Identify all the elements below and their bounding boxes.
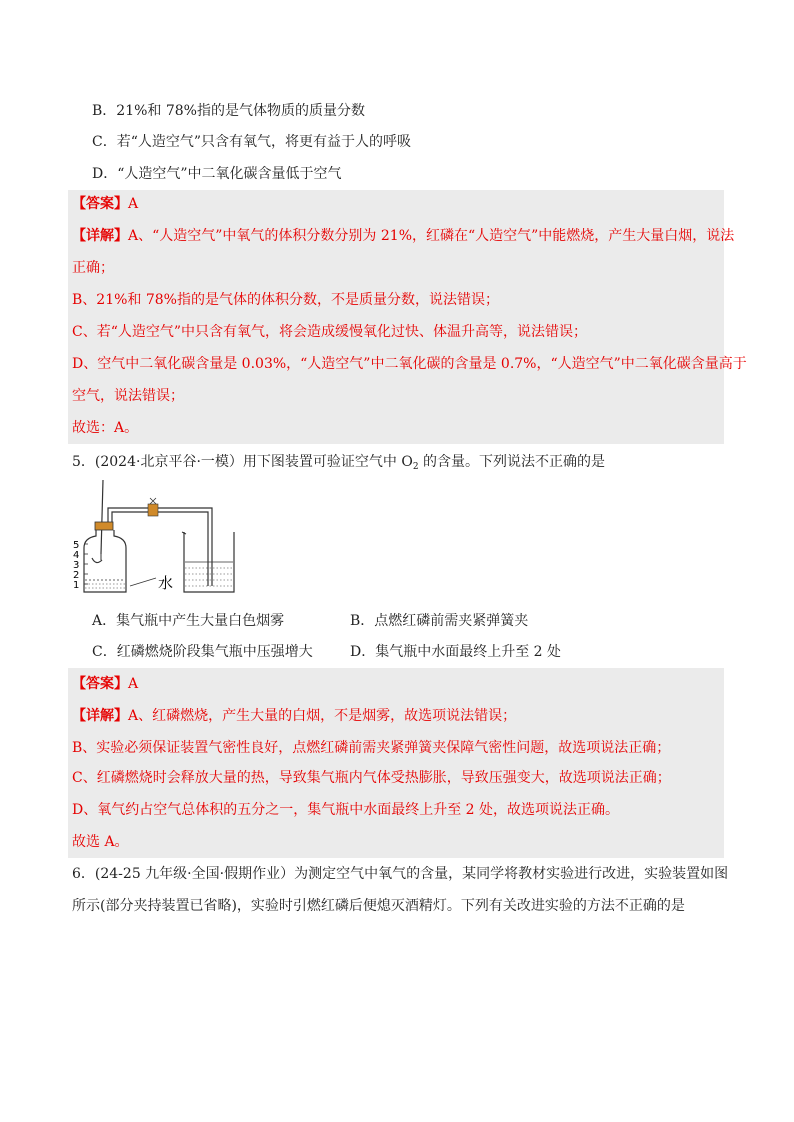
q4-detail-line1: 【详解】A、“人造空气”中氧气的体积分数分别为 21%，红磷在“人造空气”中能燃烧，产生大量白烟，说法 xyxy=(72,228,735,244)
q5-detail-line2: B、实验必须保证装置气密性良好，点燃红磷前需夹紧弹簧夹保障气密性问题，故选项说法正确； xyxy=(72,740,671,756)
spring-clip xyxy=(148,504,158,516)
q5-stem: 5．(2024·北京平谷·一模）用下图装置可验证空气中 $O_2$ 的含量。下列说法不正确的是 xyxy=(72,454,606,472)
q5-answer: 【答案】A xyxy=(72,676,139,692)
scale-label: 4 xyxy=(73,550,80,561)
scale-label: 1 xyxy=(73,580,80,591)
scale-label: 3 xyxy=(73,560,80,571)
q4-option-d: D．“人造空气”中二氧化碳含量低于空气 xyxy=(92,166,342,182)
q4-answer: 【答案】A xyxy=(72,196,139,212)
q5-apparatus-figure xyxy=(70,474,270,604)
q4-option-b: B．21%和 78%指的是气体物质的质量分数 xyxy=(92,103,365,119)
q4-answer-block xyxy=(68,190,747,444)
q5-option-b: B．点燃红磷前需夹紧弹簧夹 xyxy=(350,613,529,629)
q6-stem-line1: 6．(24-25 九年级·全国·假期作业）为测定空气中氧气的含量，某同学将教材实验进行改进，实验装置如图 xyxy=(72,866,729,882)
q4-detail-line3: C、若“人造空气”中只含有氧气，将会造成缓慢氧化过快、体温升高等，说法错误； xyxy=(72,324,588,340)
q5-answer-block xyxy=(68,668,724,858)
q4-detail-line4: D、空气中二氧化碳含量是 0.03%，“人造空气”中二氧化碳的含量是 0.7%，“人造空气”中二氧化碳含量高于 xyxy=(72,356,747,372)
q6-stem-line2: 所示(部分夹持装置已省略)，实验时引燃红磷后便熄灭酒精灯。下列有关改进实验的方法不正确的是 xyxy=(72,898,685,914)
q4-detail-line2: B、21%和 78%指的是气体的体积分数，不是质量分数，说法错误； xyxy=(72,292,499,308)
q5-option-c: C．红磷燃烧阶段集气瓶中压强增大 xyxy=(92,644,313,660)
q4-detail-line5: 故选：A。 xyxy=(72,420,139,436)
q5-option-d: D．集气瓶中水面最终上升至 2 处 xyxy=(350,644,562,660)
q5-detail-line5: 故选 A。 xyxy=(72,834,129,850)
q5-detail-line4: D、氧气约占空气总体积的五分之一，集气瓶中水面最终上升至 2 处，故选项说法正确。 xyxy=(72,802,620,818)
q4-detail-line4b: 空气，说法错误； xyxy=(72,388,184,404)
q5-detail-line1: 【详解】A、红磷燃烧，产生大量的白烟，不是烟雾，故选项说法错误； xyxy=(72,708,517,724)
q4-option-c: C．若“人造空气”只含有氧气，将更有益于人的呼吸 xyxy=(92,134,412,150)
q5-detail-line3: C、红磷燃烧时会释放大量的热，导致集气瓶内气体受热膨胀，导致压强变大，故选项说法正确； xyxy=(72,770,671,786)
water-label: 水 xyxy=(158,574,174,592)
q4-detail-line1b: 正确； xyxy=(72,260,114,276)
q5-option-a: A．集气瓶中产生大量白色烟雾 xyxy=(92,613,285,629)
scale-label: 2 xyxy=(73,570,80,581)
scale-label: 5 xyxy=(73,540,80,551)
